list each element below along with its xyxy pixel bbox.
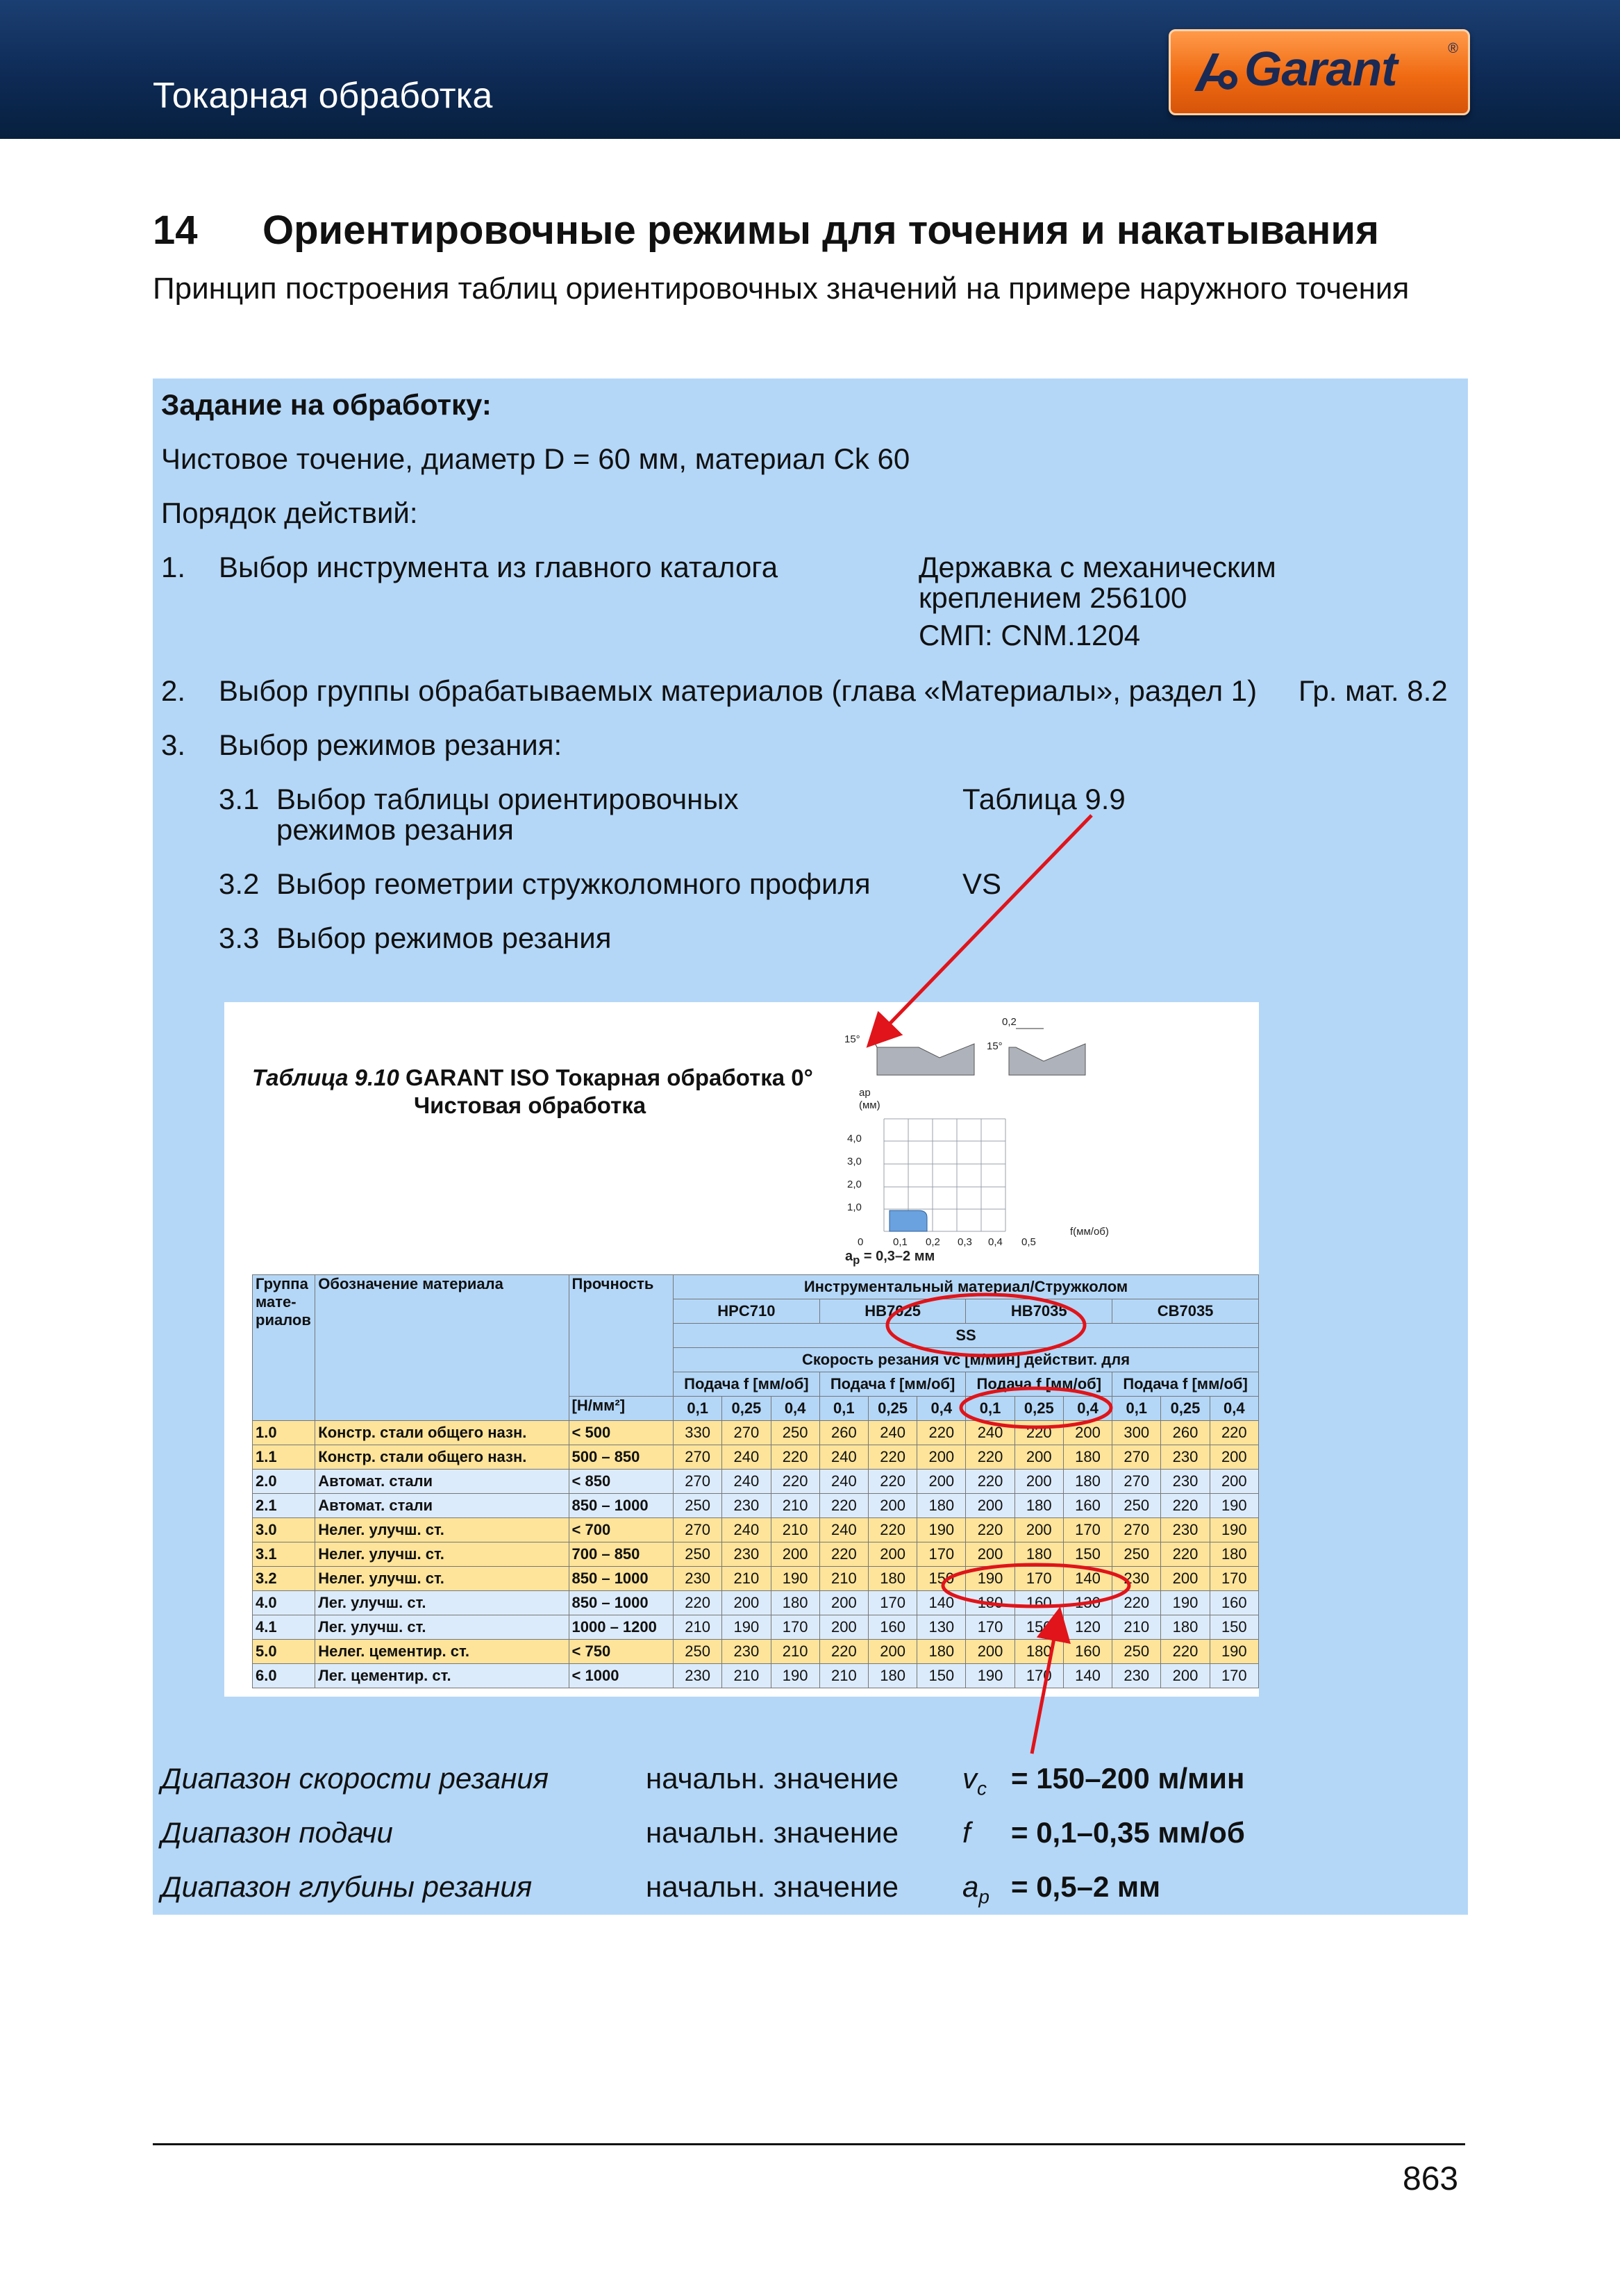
y-tick: 2,0 — [847, 1179, 862, 1190]
cell-speed: 190 — [1210, 1494, 1258, 1518]
cell-strength: < 700 — [569, 1518, 674, 1542]
cell-speed: 220 — [868, 1518, 917, 1542]
step-text: Выбор группы обрабатываемых материалов (глава «Материалы», раздел 1) — [219, 674, 1258, 707]
table-row — [253, 1640, 1259, 1664]
cell-speed: 210 — [771, 1640, 819, 1664]
cell-strength: < 1000 — [569, 1664, 674, 1688]
feed-value: 0,4 — [1210, 1397, 1258, 1421]
cell-group: 3.2 — [253, 1567, 315, 1591]
result-label: Диапазон подачи — [161, 1816, 393, 1849]
table-row — [253, 1591, 1259, 1615]
section-title: Ориентировочные режимы для точения и накатывания — [262, 208, 1379, 253]
cell-speed: 180 — [1014, 1640, 1063, 1664]
feed-value: 0,1 — [966, 1397, 1014, 1421]
cell-speed: 270 — [674, 1518, 722, 1542]
result-symbol — [962, 1763, 987, 1804]
cell-speed: 240 — [868, 1421, 917, 1445]
cell-speed: 190 — [1161, 1591, 1210, 1615]
cell-speed: 200 — [819, 1615, 868, 1640]
cell-strength: 1000 – 1200 — [569, 1615, 674, 1640]
step-text: Выбор инструмента из главного каталога — [219, 551, 778, 583]
cell-speed: 220 — [966, 1470, 1014, 1494]
cell-speed: 170 — [1063, 1518, 1112, 1542]
cell-speed: 200 — [868, 1494, 917, 1518]
page-header — [0, 0, 1620, 139]
cell-speed: 190 — [722, 1615, 771, 1640]
cell-speed: 210 — [674, 1615, 722, 1640]
result-value: = 0,1–0,35 мм/об — [1011, 1816, 1245, 1849]
feed-value: 0,25 — [722, 1397, 771, 1421]
header-grade: CB7035 — [1112, 1299, 1259, 1324]
cell-speed: 220 — [917, 1421, 966, 1445]
cell-speed: 190 — [771, 1567, 819, 1591]
table-row — [253, 1470, 1259, 1494]
step-number: 2. — [161, 674, 186, 707]
cell-speed: 170 — [1014, 1664, 1063, 1688]
result-label: Диапазон скорости резания — [161, 1762, 549, 1795]
logo-text: Garant — [1244, 42, 1397, 96]
y-tick: 3,0 — [847, 1156, 862, 1167]
result-value: = 150–200 м/мин — [1011, 1762, 1245, 1795]
cell-speed: 210 — [819, 1567, 868, 1591]
task-description: Чистовое точение, диаметр D = 60 мм, материал Ck 60 — [161, 442, 910, 475]
cell-speed: 270 — [1112, 1518, 1161, 1542]
cell-speed: 190 — [917, 1518, 966, 1542]
cell-speed: 200 — [1014, 1518, 1063, 1542]
cell-speed: 230 — [1112, 1664, 1161, 1688]
angle-label: 15° — [844, 1033, 860, 1045]
cell-speed: 140 — [1063, 1567, 1112, 1591]
cell-speed: 190 — [1210, 1518, 1258, 1542]
table-row — [253, 1542, 1259, 1567]
feed-value: 0,1 — [1112, 1397, 1161, 1421]
page-number: 863 — [1403, 2161, 1459, 2197]
feed-value: 0,4 — [1063, 1397, 1112, 1421]
step-value: Гр. мат. 8.2 — [1298, 674, 1448, 707]
table-row — [253, 1494, 1259, 1518]
cell-group: 3.1 — [253, 1542, 315, 1567]
cell-speed: 200 — [1014, 1470, 1063, 1494]
cell-speed: 190 — [966, 1664, 1014, 1688]
cell-strength: 850 – 1000 — [569, 1591, 674, 1615]
cell-speed: 180 — [771, 1591, 819, 1615]
cell-speed: 210 — [771, 1518, 819, 1542]
feed-value: 0,25 — [1014, 1397, 1063, 1421]
cell-material: Лег. улучш. ст. — [315, 1591, 569, 1615]
cell-speed: 230 — [722, 1542, 771, 1567]
cell-speed: 230 — [1112, 1567, 1161, 1591]
table-row — [253, 1421, 1259, 1445]
cell-speed: 270 — [674, 1445, 722, 1470]
cell-speed: 150 — [917, 1664, 966, 1688]
result-label: Диапазон глубины резания — [161, 1870, 533, 1903]
table-body — [253, 1421, 1259, 1688]
ap-axis-unit: (мм) — [859, 1099, 880, 1111]
cell-speed: 200 — [1014, 1445, 1063, 1470]
feed-value: 0,1 — [819, 1397, 868, 1421]
cell-speed: 130 — [917, 1615, 966, 1640]
cell-speed: 150 — [1210, 1615, 1258, 1640]
result-symbol-subscript: p — [978, 1886, 989, 1908]
cell-strength: < 850 — [569, 1470, 674, 1494]
header-designation: Обозначение материала — [315, 1275, 569, 1421]
cutting-data-table-image — [224, 1002, 1259, 1697]
header-feed: Подача f [мм/об] — [966, 1372, 1112, 1397]
cell-group: 1.1 — [253, 1445, 315, 1470]
table-row — [253, 1664, 1259, 1688]
cell-speed: 240 — [722, 1518, 771, 1542]
cell-speed: 210 — [771, 1494, 819, 1518]
insert-profile-sketches — [835, 1016, 1224, 1079]
cell-speed: 230 — [1161, 1445, 1210, 1470]
cell-strength: < 500 — [569, 1421, 674, 1445]
table-row — [253, 1567, 1259, 1591]
cell-group: 2.1 — [253, 1494, 315, 1518]
cell-speed: 230 — [674, 1664, 722, 1688]
cell-group: 1.0 — [253, 1421, 315, 1445]
header-feed: Подача f [мм/об] — [674, 1372, 820, 1397]
substep-number: 3.2 — [219, 867, 260, 900]
cell-speed: 270 — [674, 1470, 722, 1494]
feed-value: 0,1 — [674, 1397, 722, 1421]
cell-speed: 260 — [1161, 1421, 1210, 1445]
cell-speed: 220 — [868, 1470, 917, 1494]
cell-material: Нелег. улучш. ст. — [315, 1542, 569, 1567]
cell-group: 4.1 — [253, 1615, 315, 1640]
cell-speed: 220 — [1161, 1494, 1210, 1518]
cell-speed: 210 — [722, 1567, 771, 1591]
footer-rule — [153, 2143, 1465, 2145]
cell-material: Констр. стали общего назн. — [315, 1421, 569, 1445]
table-row — [253, 1518, 1259, 1542]
feed-value: 0,4 — [917, 1397, 966, 1421]
x-tick: 0,4 — [988, 1236, 1003, 1248]
result-kind: начальн. значение — [646, 1816, 899, 1849]
table-row — [253, 1445, 1259, 1470]
y-tick: 1,0 — [847, 1201, 862, 1213]
step-text: Выбор режимов резания: — [219, 729, 562, 761]
step-number: 3. — [161, 729, 186, 761]
header-strength: Прочность — [569, 1275, 674, 1397]
cell-strength: 850 – 1000 — [569, 1494, 674, 1518]
result-kind: начальн. значение — [646, 1762, 899, 1795]
cell-speed: 220 — [1112, 1591, 1161, 1615]
cell-speed: 270 — [722, 1421, 771, 1445]
cutting-data-table — [252, 1274, 1259, 1688]
substep-text: Выбор режимов резания — [276, 922, 612, 954]
task-order-label: Порядок действий: — [161, 497, 418, 529]
cell-material: Констр. стали общего назн. — [315, 1445, 569, 1470]
cell-speed: 180 — [1210, 1542, 1258, 1567]
cell-group: 2.0 — [253, 1470, 315, 1494]
cell-speed: 220 — [819, 1640, 868, 1664]
cell-speed: 200 — [868, 1542, 917, 1567]
header-feed: Подача f [мм/об] — [1112, 1372, 1259, 1397]
cell-speed: 220 — [1161, 1542, 1210, 1567]
cell-speed: 160 — [1014, 1591, 1063, 1615]
ap-axis-label: ap — [859, 1087, 871, 1099]
cell-speed: 250 — [674, 1494, 722, 1518]
cell-speed: 270 — [1112, 1445, 1161, 1470]
cell-speed: 170 — [917, 1542, 966, 1567]
header-feed: Подача f [мм/об] — [819, 1372, 966, 1397]
cell-speed: 250 — [674, 1640, 722, 1664]
cell-speed: 250 — [1112, 1542, 1161, 1567]
y-tick: 0 — [858, 1236, 864, 1248]
cell-speed: 180 — [1063, 1445, 1112, 1470]
cell-speed: 160 — [1063, 1640, 1112, 1664]
cell-material: Лег. цементир. ст. — [315, 1664, 569, 1688]
cell-speed: 200 — [917, 1470, 966, 1494]
angle-label: 15° — [987, 1040, 1003, 1052]
header-group: Группа мате-риалов — [253, 1275, 315, 1421]
cell-speed: 220 — [819, 1542, 868, 1567]
cell-speed: 130 — [1063, 1591, 1112, 1615]
feed-value: 0,25 — [1161, 1397, 1210, 1421]
section-intro: Принцип построения таблиц ориентировочных значений на примере наружного точения — [153, 272, 1410, 306]
cell-material: Нелег. улучш. ст. — [315, 1518, 569, 1542]
cell-speed: 190 — [771, 1664, 819, 1688]
ap-range-note — [845, 1249, 935, 1267]
cell-speed: 250 — [1112, 1640, 1161, 1664]
x-tick: 0,5 — [1021, 1236, 1036, 1248]
cell-speed: 220 — [819, 1494, 868, 1518]
result-symbol — [962, 1871, 989, 1913]
table-subtitle: Чистовая обработка — [414, 1092, 646, 1118]
cell-speed: 220 — [1014, 1421, 1063, 1445]
cell-speed: 210 — [722, 1664, 771, 1688]
result-symbol-letter: a — [962, 1870, 979, 1903]
result-value: = 0,5–2 мм — [1011, 1870, 1161, 1903]
step-number: 1. — [161, 551, 186, 583]
substep-number: 3.3 — [219, 922, 260, 954]
cell-speed: 240 — [722, 1445, 771, 1470]
cell-speed: 160 — [1063, 1494, 1112, 1518]
table-title-number: Таблица 9.10 — [252, 1065, 399, 1090]
cell-group: 6.0 — [253, 1664, 315, 1688]
x-tick: 0,2 — [926, 1236, 940, 1248]
cell-material: Нелег. цементир. ст. — [315, 1640, 569, 1664]
cell-speed: 230 — [722, 1494, 771, 1518]
cell-speed: 250 — [1112, 1494, 1161, 1518]
cell-speed: 240 — [722, 1470, 771, 1494]
feed-value: 0,25 — [868, 1397, 917, 1421]
cell-speed: 140 — [1063, 1664, 1112, 1688]
cell-speed: 200 — [966, 1542, 1014, 1567]
cell-speed: 200 — [1063, 1421, 1112, 1445]
cell-speed: 220 — [771, 1445, 819, 1470]
header-speed: Скорость резания vc [м/мин] действит. для — [674, 1348, 1259, 1372]
cell-speed: 170 — [1210, 1664, 1258, 1688]
cell-material: Лег. улучш. ст. — [315, 1615, 569, 1640]
cell-speed: 220 — [771, 1470, 819, 1494]
header-grade: HPC710 — [674, 1299, 820, 1324]
cell-speed: 160 — [868, 1615, 917, 1640]
header-grade: HB7035 — [966, 1299, 1112, 1324]
cell-group: 4.0 — [253, 1591, 315, 1615]
garant-logo-icon — [1192, 48, 1240, 97]
cell-speed: 200 — [1161, 1664, 1210, 1688]
section-number: 14 — [153, 208, 198, 253]
cell-speed: 220 — [1161, 1640, 1210, 1664]
cell-speed: 300 — [1112, 1421, 1161, 1445]
feed-value: 0,4 — [771, 1397, 819, 1421]
cell-speed: 190 — [1210, 1640, 1258, 1664]
cell-speed: 330 — [674, 1421, 722, 1445]
x-tick: 0,3 — [958, 1236, 972, 1248]
cell-speed: 240 — [819, 1518, 868, 1542]
step-value: СМП: CNM.1204 — [919, 619, 1141, 651]
cell-speed: 210 — [819, 1664, 868, 1688]
x-axis-unit: f(мм/об) — [1070, 1226, 1109, 1238]
cell-speed: 200 — [868, 1640, 917, 1664]
substep-number: 3.1 — [219, 783, 260, 815]
cell-material: Нелег. улучш. ст. — [315, 1567, 569, 1591]
header-tool-material: Инструментальный материал/Стружколом — [674, 1275, 1259, 1299]
cell-speed: 200 — [966, 1494, 1014, 1518]
ap-range-subscript: p — [853, 1254, 860, 1267]
cell-speed: 180 — [917, 1494, 966, 1518]
cell-speed: 140 — [917, 1591, 966, 1615]
cell-speed: 170 — [771, 1615, 819, 1640]
cell-speed: 270 — [1112, 1470, 1161, 1494]
cell-speed: 200 — [771, 1542, 819, 1567]
substep-value: VS — [962, 867, 1002, 900]
cell-speed: 190 — [966, 1567, 1014, 1591]
cell-speed: 230 — [722, 1640, 771, 1664]
result-kind: начальн. значение — [646, 1870, 899, 1903]
cell-speed: 240 — [966, 1421, 1014, 1445]
cell-strength: 700 – 850 — [569, 1542, 674, 1567]
cell-speed: 170 — [868, 1591, 917, 1615]
cell-speed: 210 — [1112, 1615, 1161, 1640]
cell-group: 3.0 — [253, 1518, 315, 1542]
header-grade: HB7025 — [819, 1299, 966, 1324]
cell-speed: 180 — [1014, 1542, 1063, 1567]
cell-speed: 180 — [868, 1664, 917, 1688]
cell-speed: 230 — [1161, 1518, 1210, 1542]
logo-registered: ® — [1448, 41, 1458, 56]
cell-speed: 230 — [674, 1567, 722, 1591]
header-strength-unit: [Н/мм²] — [569, 1397, 674, 1421]
cell-speed: 170 — [1014, 1567, 1063, 1591]
cell-speed: 200 — [1210, 1470, 1258, 1494]
header-chipbreaker: SS — [674, 1324, 1259, 1348]
cell-speed: 180 — [917, 1640, 966, 1664]
cell-strength: < 750 — [569, 1640, 674, 1664]
cell-speed: 180 — [1014, 1494, 1063, 1518]
substep-text: Выбор геометрии стружколомного профиля — [276, 867, 871, 900]
result-symbol-subscript: c — [977, 1777, 987, 1799]
ap-f-diagram — [870, 1113, 1051, 1238]
task-heading: Задание на обработку: — [161, 388, 492, 421]
cell-group: 5.0 — [253, 1640, 315, 1664]
cell-speed: 250 — [674, 1542, 722, 1567]
step-value: креплением 256100 — [919, 581, 1187, 614]
cell-speed: 230 — [1161, 1470, 1210, 1494]
cell-speed: 220 — [674, 1591, 722, 1615]
cell-speed: 200 — [966, 1640, 1014, 1664]
cell-speed: 200 — [722, 1591, 771, 1615]
cell-speed: 220 — [868, 1445, 917, 1470]
substep-value: Таблица 9.9 — [962, 783, 1126, 815]
substep-text: Выбор таблицы ориентировочных — [276, 783, 739, 815]
step-value: Державка с механическим — [919, 551, 1276, 583]
cell-speed: 170 — [966, 1615, 1014, 1640]
y-tick: 4,0 — [847, 1133, 862, 1145]
cell-speed: 200 — [917, 1445, 966, 1470]
cell-speed: 150 — [1063, 1542, 1112, 1567]
cell-speed: 200 — [819, 1591, 868, 1615]
cell-speed: 170 — [1210, 1567, 1258, 1591]
cell-speed: 240 — [819, 1445, 868, 1470]
cell-material: Автомат. стали — [315, 1470, 569, 1494]
chapter-title: Токарная обработка — [153, 76, 493, 116]
cell-strength: 850 – 1000 — [569, 1567, 674, 1591]
cell-speed: 200 — [1161, 1567, 1210, 1591]
result-symbol: f — [962, 1816, 971, 1849]
cell-strength: 500 – 850 — [569, 1445, 674, 1470]
table-title — [252, 1065, 813, 1091]
cell-speed: 150 — [917, 1567, 966, 1591]
cell-speed: 250 — [771, 1421, 819, 1445]
cell-speed: 220 — [966, 1518, 1014, 1542]
substep-text: режимов резания — [276, 813, 514, 846]
cell-speed: 180 — [1063, 1470, 1112, 1494]
cell-speed: 260 — [819, 1421, 868, 1445]
cell-speed: 180 — [1161, 1615, 1210, 1640]
cell-speed: 160 — [1210, 1591, 1258, 1615]
cell-speed: 240 — [819, 1470, 868, 1494]
cell-speed: 180 — [868, 1567, 917, 1591]
x-tick: 0,1 — [893, 1236, 908, 1248]
cell-speed: 120 — [1063, 1615, 1112, 1640]
cell-speed: 180 — [966, 1591, 1014, 1615]
table-title-rest: GARANT ISO Токарная обработка 0° — [399, 1065, 813, 1090]
result-symbol-letter: v — [962, 1762, 977, 1795]
ap-range-symbol: a — [845, 1249, 853, 1264]
cell-material: Автомат. стали — [315, 1494, 569, 1518]
dimension-label: 0,2 — [1002, 1016, 1017, 1028]
cell-speed: 220 — [966, 1445, 1014, 1470]
cell-speed: 150 — [1014, 1615, 1063, 1640]
table-row — [253, 1615, 1259, 1640]
cell-speed: 200 — [1210, 1445, 1258, 1470]
garant-logo — [1169, 29, 1470, 115]
ap-range-value: = 0,3–2 мм — [860, 1249, 935, 1264]
cell-speed: 220 — [1210, 1421, 1258, 1445]
